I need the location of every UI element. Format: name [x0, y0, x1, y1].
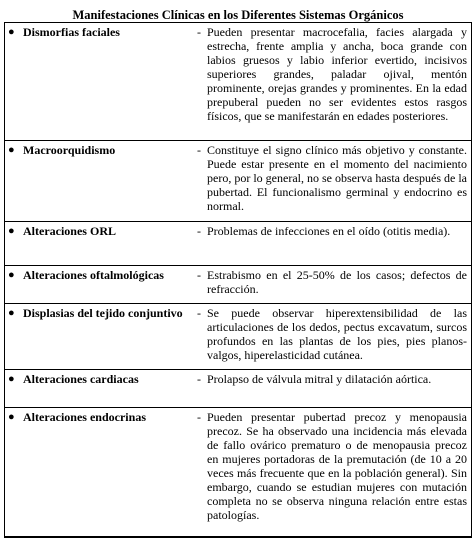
row-label: Displasias del tejido conjuntivo: [23, 306, 183, 320]
table-row: [5, 303, 471, 369]
table-row: [5, 23, 471, 140]
row-label: Macroorquidismo: [23, 143, 116, 157]
table-title: Manifestaciones Clínicas en los Diferentes Sistemas Orgánicos: [72, 8, 404, 22]
bullet-icon: ●: [8, 411, 15, 423]
dash-marker: -: [197, 224, 201, 238]
bullet-icon: ●: [8, 307, 15, 319]
dash-marker: -: [197, 25, 201, 39]
row-label: Alteraciones ORL: [23, 224, 116, 238]
table-row: [5, 369, 471, 407]
table-row: [5, 407, 471, 537]
row-label: Alteraciones endocrinas: [23, 410, 146, 424]
row-description: Problemas de infecciones en el oído (otitis media).: [207, 224, 451, 238]
manifestations-table: [4, 22, 472, 538]
row-description: Prolapso de válvula mitral y dilatación aórtica.: [207, 372, 432, 386]
row-description: Se puede observar hiperextensibilidad de las articulaciones de los dedos, pectus excavatum, surcos profundos en las plantas de los pies, pies planos-valgos, hiperelasticidad cutánea.: [207, 306, 467, 362]
bullet-icon: ●: [8, 26, 15, 38]
bullet-icon: ●: [8, 373, 15, 385]
bullet-icon: ●: [8, 269, 15, 281]
row-description: Pueden presentar pubertad precoz y menopausia precoz. Se ha observado una incidencia más elevada de fallo ovárico prematuro o de menopausia precoz en mujeres portadoras de la premutación (de 10 a 20 veces más frecuente que en la población general). Sin embargo, cuando se estudian mujeres con mutación completa no se observa ninguna relación entre estas patologías.: [207, 410, 467, 522]
row-description: Estrabismo en el 25-50% de los casos; defectos de refracción.: [207, 268, 467, 296]
dash-marker: -: [197, 306, 201, 320]
table-row: [5, 140, 471, 221]
dash-marker: -: [197, 268, 201, 282]
bullet-icon: ●: [8, 144, 15, 156]
row-label: Alteraciones oftalmológicas: [23, 268, 164, 282]
row-description: Constituye el signo clínico más objetivo y constante. Puede estar presente en el momento del nacimiento pero, por lo general, no se observa hasta después de la pubertad. El funcionalismo germinal y endocrino es normal.: [207, 143, 467, 213]
row-label: Dismorfias faciales: [23, 25, 120, 39]
row-label: Alteraciones cardiacas: [23, 372, 139, 386]
table-row: [5, 265, 471, 303]
row-description: Pueden presentar macrocefalia, facies alargada y estrecha, frente amplia y ancha, boca grande con labios gruesos y labio inferior evertido, incisivos superiores grandes, paladar ojival, mentón prominente, orejas grandes y prominentes. En la edad prepuberal pueden no ser evidentes estos rasgos físicos, que se manifestarán en edades posteriores.: [207, 25, 467, 123]
table-row: [5, 221, 471, 265]
dash-marker: -: [197, 143, 201, 157]
dash-marker: -: [197, 372, 201, 386]
bullet-icon: ●: [8, 225, 15, 237]
dash-marker: -: [197, 410, 201, 424]
